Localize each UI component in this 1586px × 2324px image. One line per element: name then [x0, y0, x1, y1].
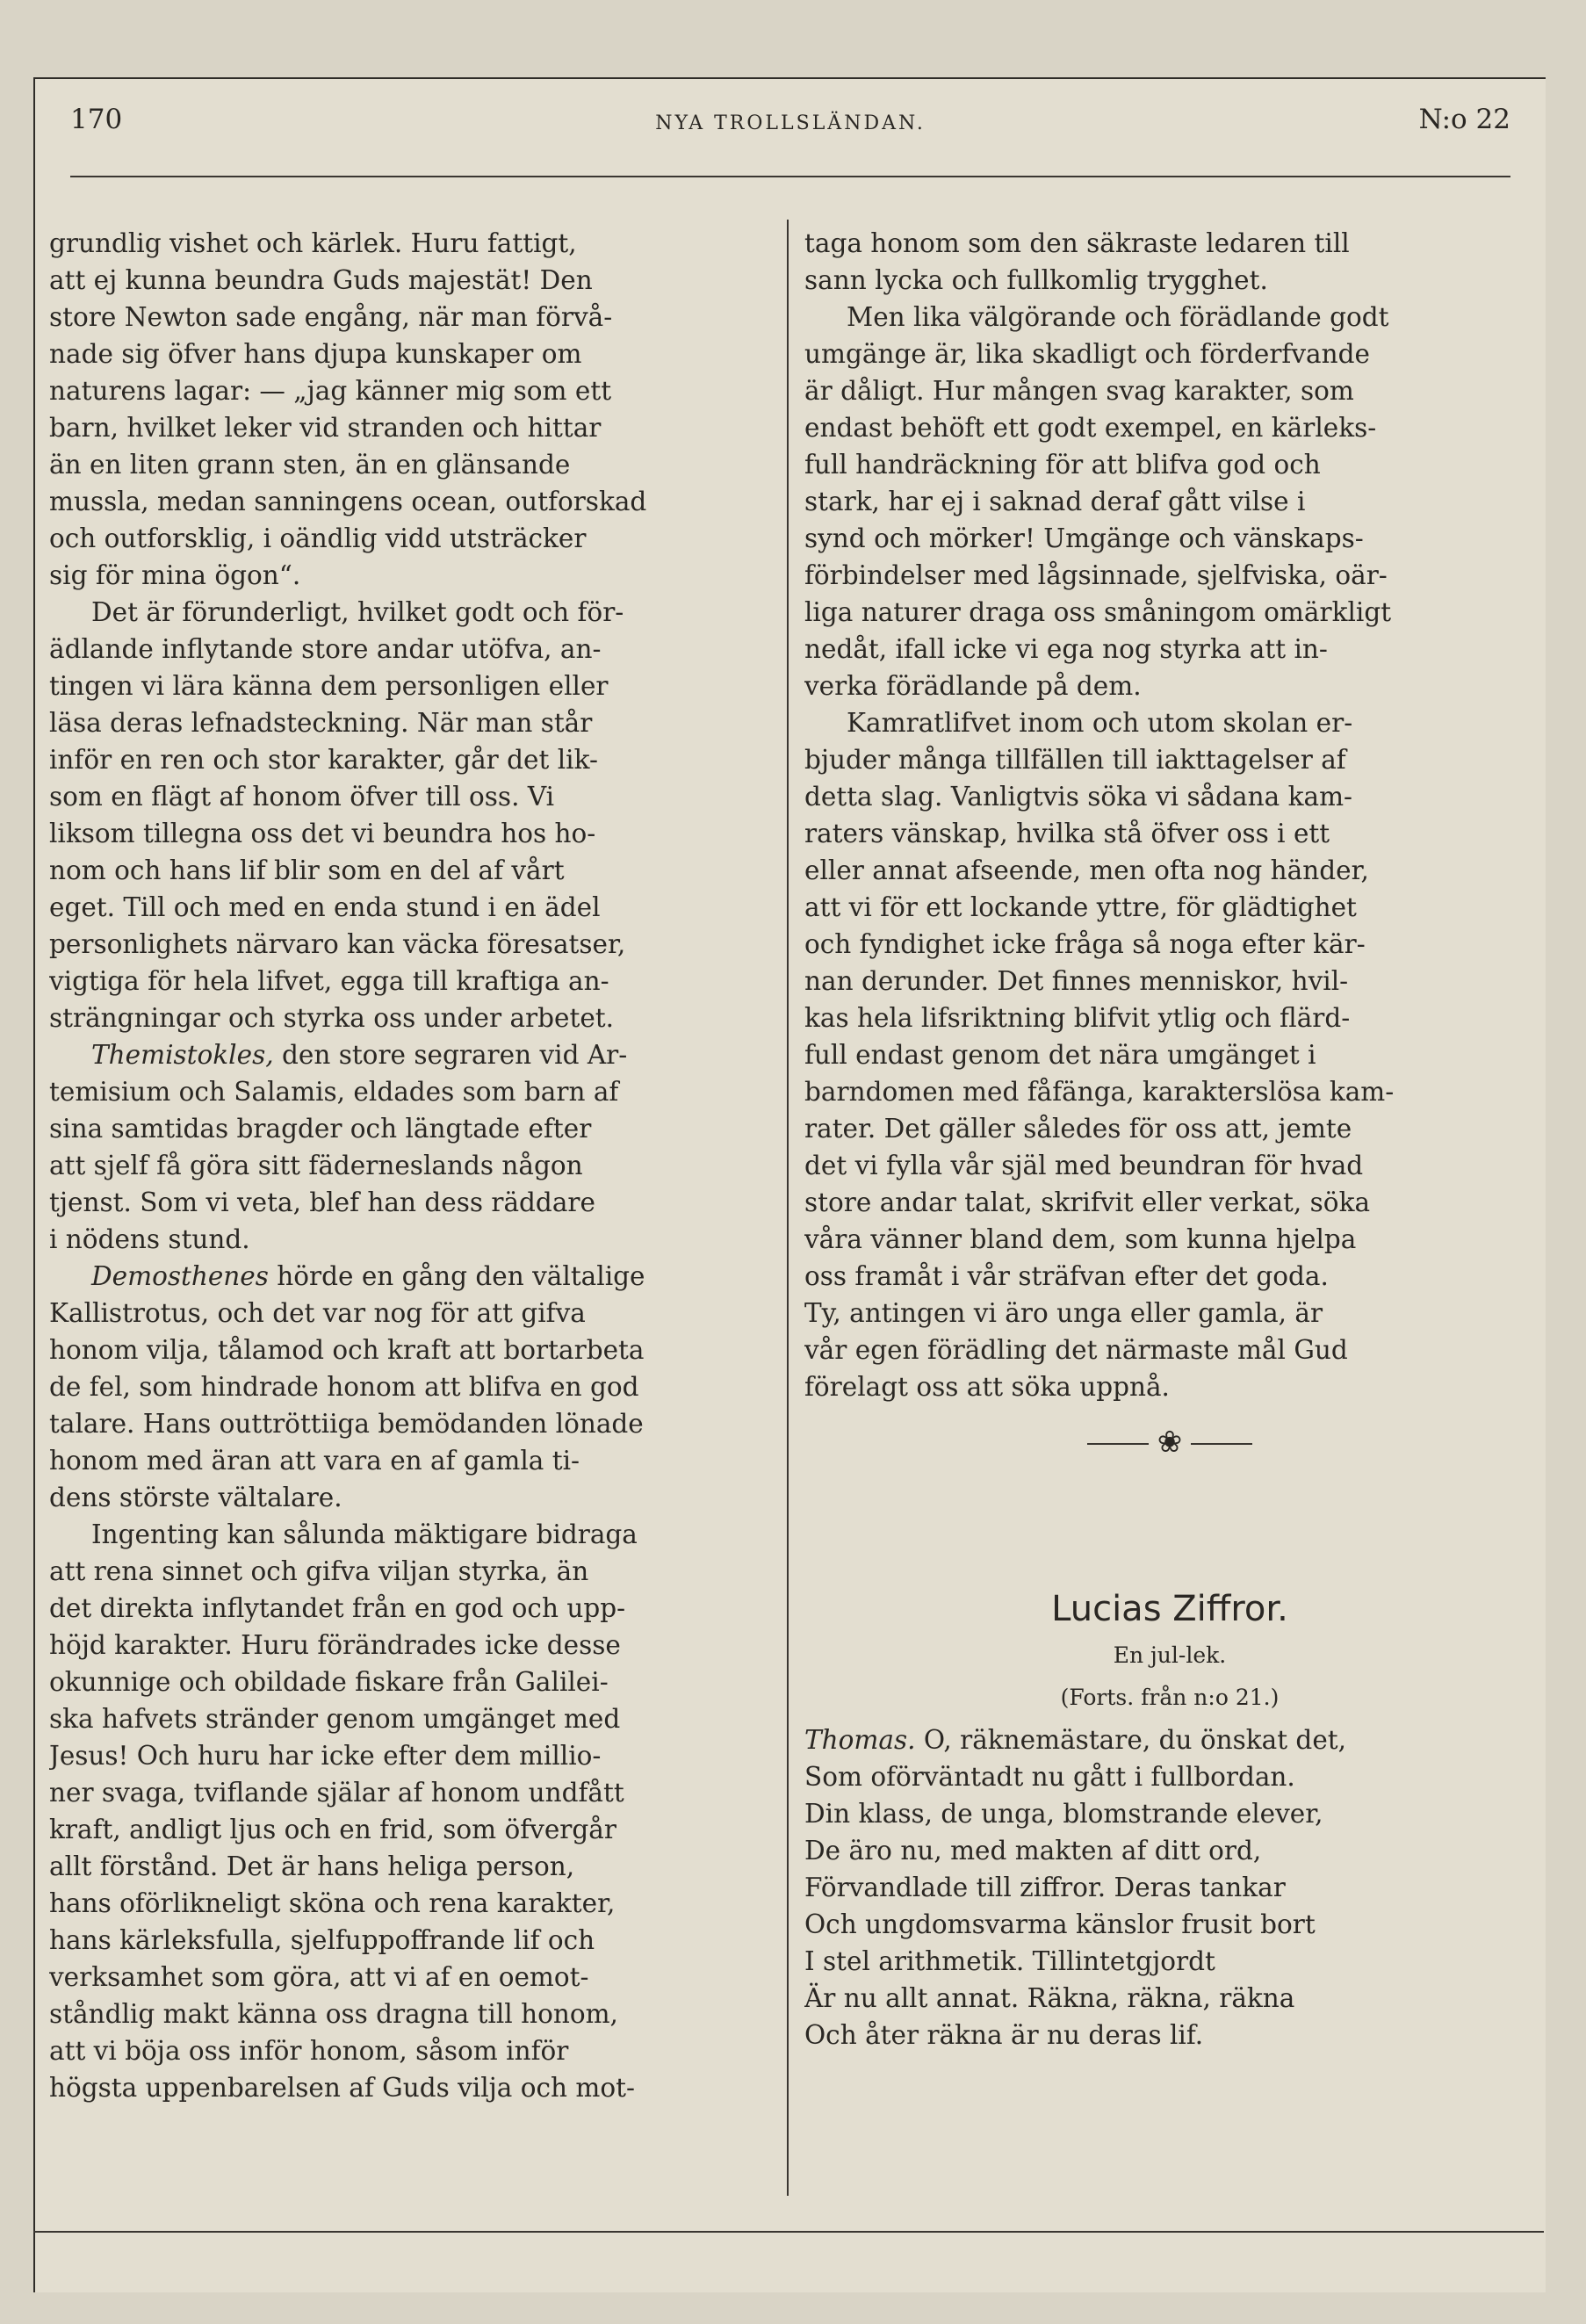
text-line — [49, 1221, 780, 1258]
text-line — [49, 1073, 780, 1110]
line-text: de fel, som hindrade honom att blifva en god — [49, 1372, 639, 1402]
text-line — [49, 1590, 780, 1627]
text-line — [49, 1774, 780, 1811]
line-text: läsa deras lefnadsteckning. När man står — [49, 708, 593, 738]
verse-line — [804, 1943, 1535, 1980]
text-line — [804, 668, 1535, 704]
line-text: Din klass, de unga, blomstrande elever, — [804, 1799, 1323, 1829]
line-text: kas hela lifsriktning blifvit ytlig och flärd- — [804, 1003, 1351, 1033]
line-text: mussla, medan sanningens ocean, outforskad — [49, 487, 647, 516]
text-line — [804, 1036, 1535, 1073]
line-text: honom vilja, tålamod och kraft att bortarbeta — [49, 1335, 645, 1365]
running-header — [70, 104, 1510, 156]
text-line — [804, 1184, 1535, 1221]
right-column — [804, 225, 1535, 2053]
line-text: i nödens stund. — [49, 1224, 250, 1254]
speaker-or-name: Thomas. — [804, 1725, 916, 1755]
line-text: liksom tillegna oss det vi beundra hos ho- — [49, 819, 596, 848]
text-line — [49, 1000, 780, 1036]
play-verse — [804, 1721, 1535, 2053]
line-text: personlighets närvaro kan väcka föresatser, — [49, 929, 626, 959]
line-text: Är nu allt annat. Räkna, räkna, räkna — [804, 1983, 1295, 2013]
text-line — [49, 926, 780, 963]
text-line — [49, 1664, 780, 1700]
line-text: rater. Det gäller således för oss att, jemte — [804, 1114, 1352, 1144]
continuation-note: (Forts. från n:o 21.) — [1060, 1685, 1280, 1710]
line-text: liga naturer draga oss småningom omärkligt — [804, 597, 1392, 627]
text-line — [804, 852, 1535, 889]
right-column-text — [804, 225, 1535, 1405]
verse-line — [804, 1795, 1535, 1832]
line-text: är dåligt. Hur mången svag karakter, som — [804, 376, 1354, 406]
line-text: naturens lagar: — „jag känner mig som ett — [49, 376, 612, 406]
line-text: Och åter räkna är nu deras lif. — [804, 2020, 1204, 2050]
text-line — [804, 741, 1535, 778]
page-number: 170 — [70, 104, 123, 135]
line-text: att sjelf få göra sitt fäderneslands någon — [49, 1151, 583, 1180]
verse-line — [804, 1980, 1535, 2017]
text-line — [49, 1184, 780, 1221]
line-text: kraft, andligt ljus och en frid, som öfvergår — [49, 1815, 616, 1844]
line-text: vigtiga för hela lifvet, egga till kraftiga an- — [49, 966, 609, 996]
line-text: umgänge är, lika skadligt och förderfvande — [804, 339, 1370, 369]
verse-line — [804, 1906, 1535, 1943]
line-text: ståndlig makt känna oss dragna till honom, — [49, 1999, 618, 2029]
text-line — [804, 1110, 1535, 1147]
line-text: Men lika välgörande och förädlande godt — [847, 302, 1389, 332]
line-text: nom och hans lif blir som en del af vårt — [49, 855, 565, 885]
verse-line — [804, 1869, 1535, 1906]
flower-icon: ❀ — [1157, 1425, 1183, 1460]
text-line — [804, 1221, 1535, 1258]
line-text: att vi böja oss inför honom, såsom inför — [49, 2036, 569, 2066]
line-text: barndomen med fåfänga, karakterslösa kam- — [804, 1077, 1395, 1107]
text-line — [804, 409, 1535, 446]
text-line — [804, 1147, 1535, 1184]
line-text: höjd karakter. Huru förändrades icke desse — [49, 1630, 621, 1660]
text-line — [49, 483, 780, 520]
text-line — [804, 1368, 1535, 1405]
line-text: taga honom som den säkraste ledaren till — [804, 228, 1350, 258]
line-text: store andar talat, skrifvit eller verkat, söka — [804, 1187, 1371, 1217]
text-line — [804, 889, 1535, 926]
line-text: förbindelser med lågsinnade, sjelfviska, oär- — [804, 560, 1388, 590]
line-text: Och ungdomsvarma känslor frusit bort — [804, 1909, 1316, 1939]
text-line — [49, 1479, 780, 1516]
text-line — [804, 815, 1535, 852]
line-text: förelagt oss att söka uppnå. — [804, 1372, 1170, 1402]
text-line — [49, 631, 780, 668]
text-line — [49, 889, 780, 926]
line-text: eller annat afseende, men ofta nog händer, — [804, 855, 1369, 885]
text-line — [804, 1073, 1535, 1110]
line-text: synd och mörker! Umgänge och vänskaps- — [804, 523, 1364, 553]
line-text: att rena sinnet och gifva viljan styrka, än — [49, 1556, 589, 1586]
text-line — [49, 1885, 780, 1922]
line-text: inför en ren och stor karakter, går det lik- — [49, 745, 598, 775]
text-line — [804, 631, 1535, 668]
line-text: verka förädlande på dem. — [804, 671, 1142, 701]
verse-line — [804, 1758, 1535, 1795]
text-line — [49, 1922, 780, 1959]
line-text: och fyndighet icke fråga så noga efter kär- — [804, 929, 1366, 959]
line-text: Som oförväntadt nu gått i fullbordan. — [804, 1762, 1295, 1792]
line-text: barn, hvilket leker vid stranden och hittar — [49, 413, 602, 443]
speaker-or-name: Themistokles, — [91, 1040, 274, 1070]
text-line — [804, 262, 1535, 299]
text-line — [49, 1627, 780, 1664]
text-line — [804, 557, 1535, 594]
header-rule — [70, 176, 1510, 177]
text-line — [804, 336, 1535, 372]
text-line — [804, 225, 1535, 262]
line-text: den store segraren vid Ar- — [273, 1040, 628, 1070]
line-text: grundlig vishet och kärlek. Huru fattigt, — [49, 228, 577, 258]
text-line — [49, 1996, 780, 2032]
text-line — [49, 1553, 780, 1590]
line-text: Jesus! Och huru har icke efter dem millio- — [49, 1741, 602, 1771]
text-line — [804, 704, 1535, 741]
section-ornament — [804, 1405, 1535, 1479]
line-text: endast behöft ett godt exempel, en kärleks- — [804, 413, 1377, 443]
line-text: ädlande inflytande store andar utöfva, an- — [49, 634, 602, 664]
line-text: temisium och Salamis, eldades som barn af — [49, 1077, 619, 1107]
text-line — [49, 594, 780, 631]
text-line — [49, 963, 780, 1000]
verse-line — [804, 2017, 1535, 2053]
text-line — [49, 815, 780, 852]
line-text: allt förstånd. Det är hans heliga person, — [49, 1851, 575, 1881]
line-text: att ej kunna beundra Guds majestät! Den — [49, 265, 593, 295]
speaker-or-name: Demosthenes — [91, 1261, 269, 1291]
text-line — [49, 520, 780, 557]
text-line — [804, 1295, 1535, 1332]
line-text: tjenst. Som vi veta, blef han dess räddare — [49, 1187, 595, 1217]
line-text: verksamhet som göra, att vi af en oemot- — [49, 1962, 589, 1992]
line-text: det direkta inflytandet från en god och upp- — [49, 1593, 626, 1623]
text-line — [49, 1258, 780, 1295]
text-line — [49, 1036, 780, 1073]
play-title: Lucias Ziffror. — [1051, 1589, 1288, 1629]
line-text: att vi för ett lockande yttre, för glädtighet — [804, 892, 1357, 922]
line-text: strängningar och styrka oss under arbetet. — [49, 1003, 615, 1033]
line-text: full endast genom det nära umgänget i — [804, 1040, 1316, 1070]
line-text: full handräckning för att blifva god och — [804, 450, 1321, 480]
text-line — [49, 1700, 780, 1737]
line-text: vår egen förädling det närmaste mål Gud — [804, 1335, 1348, 1365]
text-line — [49, 1811, 780, 1848]
line-text: stark, har ej i saknad deraf gått vilse i — [804, 487, 1306, 516]
line-text: raters vänskap, hvilka stå öfver oss i ett — [804, 819, 1330, 848]
text-line — [49, 852, 780, 889]
line-text: våra vänner bland dem, som kunna hjelpa — [804, 1224, 1357, 1254]
line-text: detta slag. Vanligtvis söka vi sådana kam- — [804, 782, 1353, 812]
line-text: nan derunder. Det finnes menniskor, hvil- — [804, 966, 1349, 996]
text-line — [49, 1147, 780, 1184]
verse-line — [804, 1721, 1535, 1758]
text-line — [49, 1368, 780, 1405]
line-text: bjuder många tillfällen till iakttagelser af — [804, 745, 1346, 775]
text-line — [49, 557, 780, 594]
text-line — [804, 926, 1535, 963]
text-line — [804, 483, 1535, 520]
text-line — [804, 372, 1535, 409]
text-line — [49, 668, 780, 704]
text-line — [804, 594, 1535, 631]
line-text: hans oförlikneligt sköna och rena karakter, — [49, 1888, 616, 1918]
play-subtitle: En jul-lek. — [1113, 1642, 1227, 1668]
text-line — [49, 1110, 780, 1147]
text-line — [49, 1516, 780, 1553]
text-line — [49, 1332, 780, 1368]
text-line — [49, 1959, 780, 1996]
text-line — [804, 963, 1535, 1000]
text-line — [49, 2069, 780, 2106]
line-text: nade sig öfver hans djupa kunskaper om — [49, 339, 582, 369]
line-text: sina samtidas bragder och längtade efter — [49, 1114, 592, 1144]
text-line — [49, 704, 780, 741]
line-text: O, räknemästare, du önskat det, — [915, 1725, 1347, 1755]
line-text: hörde en gång den vältalige — [268, 1261, 645, 1291]
line-text: talare. Hans outtröttiiga bemödanden lönade — [49, 1409, 644, 1439]
ornament-dash-right — [1191, 1443, 1252, 1445]
line-text: De äro nu, med makten af ditt ord, — [804, 1836, 1262, 1866]
column-divider — [787, 220, 789, 2196]
text-line — [49, 1295, 780, 1332]
line-text: det vi fylla vår själ med beundran för hvad — [804, 1151, 1364, 1180]
text-line — [49, 336, 780, 372]
text-line — [804, 520, 1535, 557]
text-line — [49, 225, 780, 262]
text-line — [49, 372, 780, 409]
text-line — [49, 262, 780, 299]
line-text: ner svaga, tviflande själar af honom undfått — [49, 1778, 624, 1808]
text-line — [49, 1442, 780, 1479]
text-line — [49, 1737, 780, 1774]
line-text: eget. Till och med en enda stund i en ädel — [49, 892, 601, 922]
line-text: och outforsklig, i oändlig vidd utsträcker — [49, 523, 587, 553]
text-line — [49, 1405, 780, 1442]
line-text: Kamratlifvet inom och utom skolan er- — [847, 708, 1353, 738]
line-text: Kallistrotus, och det var nog för att gifva — [49, 1298, 586, 1328]
text-line — [49, 299, 780, 336]
text-line — [804, 778, 1535, 815]
ornament-dash-left — [1087, 1443, 1149, 1445]
line-text: tingen vi lära känna dem personligen eller — [49, 671, 609, 701]
footer-rule — [33, 2231, 1544, 2233]
line-text: nedåt, ifall icke vi ega nog styrka att in- — [804, 634, 1328, 664]
line-text: hans kärleksfulla, sjelfuppoffrande lif och — [49, 1925, 595, 1955]
text-line — [804, 446, 1535, 483]
text-line — [49, 2032, 780, 2069]
text-line — [49, 446, 780, 483]
text-line — [804, 1258, 1535, 1295]
line-text: dens störste vältalare. — [49, 1483, 342, 1512]
line-text: sann lycka och fullkomlig trygghet. — [804, 265, 1268, 295]
line-text: honom med äran att vara en af gamla ti- — [49, 1446, 580, 1476]
line-text: högsta uppenbarelsen af Guds vilja och mot- — [49, 2073, 635, 2103]
text-line — [804, 299, 1535, 336]
left-column — [49, 225, 780, 2106]
text-line — [804, 1332, 1535, 1368]
line-text: än en liten grann sten, än en glänsande — [49, 450, 571, 480]
line-text: Det är förunderligt, hvilket godt och för- — [91, 597, 624, 627]
journal-title: NYA TROLLSLÄNDAN. — [655, 112, 926, 134]
text-line — [49, 778, 780, 815]
issue-number: N:o 22 — [1418, 104, 1510, 135]
line-text: Ty, antingen vi äro unga eller gamla, är — [804, 1298, 1323, 1328]
line-text: sig för mina ögon“. — [49, 560, 301, 590]
text-line — [804, 1000, 1535, 1036]
line-text: som en flägt af honom öfver till oss. Vi — [49, 782, 555, 812]
text-line — [49, 409, 780, 446]
text-line — [49, 1848, 780, 1885]
line-text: oss framåt i vår sträfvan efter det goda. — [804, 1261, 1329, 1291]
text-line — [49, 741, 780, 778]
line-text: I stel arithmetik. Tillintetgjordt — [804, 1946, 1215, 1976]
line-text: okunnige och obildade fiskare från Galilei- — [49, 1667, 609, 1697]
line-text: Förvandlade till ziffror. Deras tankar — [804, 1873, 1286, 1902]
line-text: ska hafvets stränder genom umgänget med — [49, 1704, 621, 1734]
line-text: Ingenting kan sålunda mäktigare bidraga — [91, 1519, 638, 1549]
line-text: store Newton sade engång, när man förvå- — [49, 302, 613, 332]
verse-line — [804, 1832, 1535, 1869]
